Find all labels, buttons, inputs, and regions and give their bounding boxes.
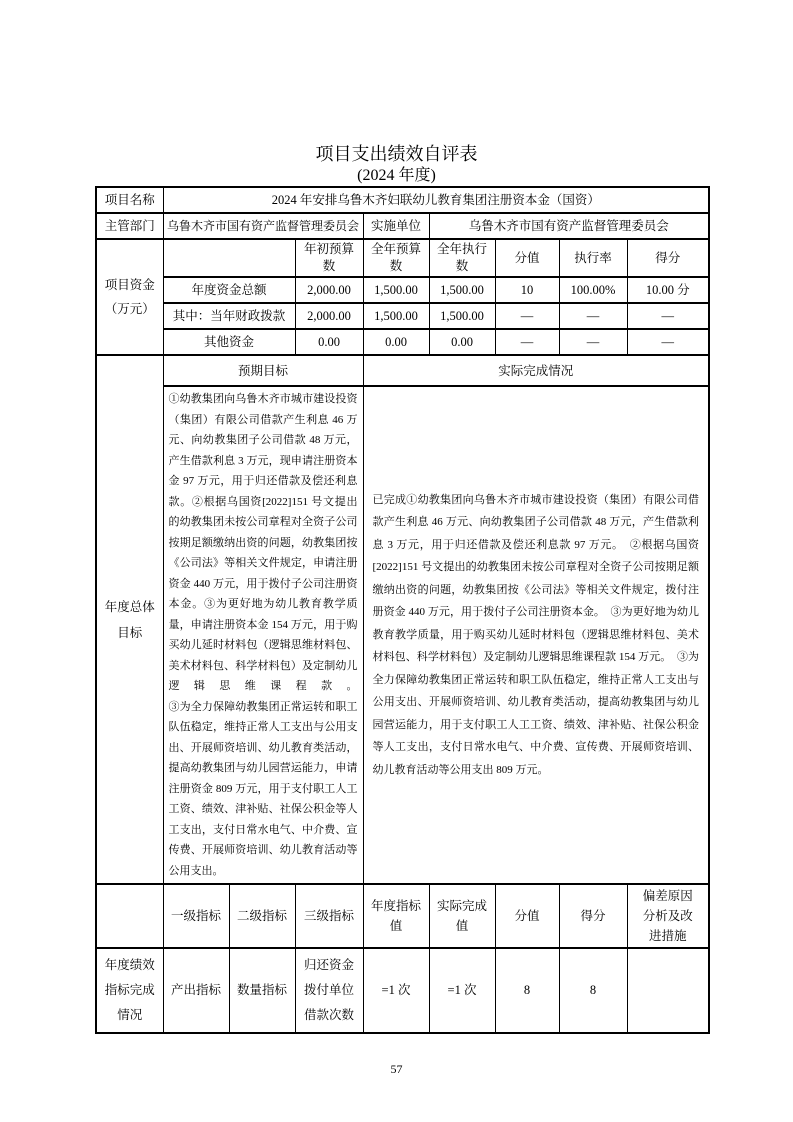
indicator-level3-value: 归还资金拨付单位借款次数 xyxy=(295,948,363,1033)
table-row xyxy=(96,239,709,277)
funds-row-label: 其他资金 xyxy=(163,329,295,355)
table-row xyxy=(96,355,709,386)
funds-header-score-total: 分值 xyxy=(495,239,559,277)
table-row xyxy=(96,187,709,213)
funds-cell: 1,500.00 xyxy=(429,277,495,303)
indicator-empty-cell xyxy=(96,884,163,948)
dept-label: 主管部门 xyxy=(96,213,163,239)
funds-cell: — xyxy=(559,329,627,355)
table-row xyxy=(96,303,709,329)
funds-header-annual-exec: 全年执行数 xyxy=(429,239,495,277)
impl-value: 乌鲁木齐市国有资产监督管理委员会 xyxy=(429,213,709,239)
indicator-header-score: 得分 xyxy=(559,884,627,948)
indicator-score-value: 8 xyxy=(559,948,627,1033)
indicator-annual-value: =1 次 xyxy=(363,948,429,1033)
table-row xyxy=(96,948,709,1033)
indicator-header-level1: 一级指标 xyxy=(163,884,229,948)
self-evaluation-table xyxy=(95,186,710,1034)
table-row xyxy=(96,329,709,355)
impl-label: 实施单位 xyxy=(363,213,429,239)
funds-cell: — xyxy=(627,303,709,329)
actual-completion-text xyxy=(363,386,709,884)
funds-empty-cell xyxy=(163,239,295,277)
indicator-header-level2: 二级指标 xyxy=(229,884,295,948)
funds-cell: 2,000.00 xyxy=(295,277,363,303)
indicator-header-score-total: 分值 xyxy=(495,884,559,948)
indicator-header-actual-value: 实际完成值 xyxy=(429,884,495,948)
indicator-header-annual-value: 年度指标值 xyxy=(363,884,429,948)
expected-goal-text xyxy=(163,386,363,884)
funds-row-label: 年度资金总额 xyxy=(163,277,295,303)
funds-header-score: 得分 xyxy=(627,239,709,277)
funds-cell: 10 xyxy=(495,277,559,303)
table-row xyxy=(96,884,709,948)
expected-goal-paragraph-2: ③为全力保障幼教集团正常运转和职工队伍稳定，维持正常人工支出与公用支出、开展师资培训、幼儿教育类活动，提高幼教集团与幼儿园营运能力，申请注册资金 809 万元，用于支付职工人工工资、绩效、津补贴、社保公积金等人工支出，支付日常水电气、中介费、宣传费、开展师资培训、幼儿教育活动等公用支出。 xyxy=(168,700,358,877)
table-row xyxy=(96,277,709,303)
funds-cell: 0.00 xyxy=(429,329,495,355)
indicator-actual-value: =1 次 xyxy=(429,948,495,1033)
indicator-level1-value: 产出指标 xyxy=(163,948,229,1033)
project-name-value: 2024 年安排乌鲁木齐妇联幼儿教育集团注册资本金（国资） xyxy=(163,187,709,213)
funds-header-annual-budget: 全年预算数 xyxy=(363,239,429,277)
project-name-label: 项目名称 xyxy=(96,187,163,213)
indicator-header-deviation: 偏差原因分析及改进措施 xyxy=(627,884,709,948)
funds-cell: — xyxy=(559,303,627,329)
indicator-level2-value: 数量指标 xyxy=(229,948,295,1033)
funds-cell: — xyxy=(495,329,559,355)
funds-cell: — xyxy=(627,329,709,355)
funds-cell: 100.00% xyxy=(559,277,627,303)
funds-cell: 1,500.00 xyxy=(363,277,429,303)
table-row xyxy=(96,213,709,239)
funds-cell: 10.00 分 xyxy=(627,277,709,303)
actual-completion-paragraph: 已完成①幼教集团向乌鲁木齐市城市建设投资（集团）有限公司借款产生利息 46 万元、向幼教集团子公司借款 48 万元，产生借款利息 3 万元，用于归还借款及偿还利息款 97 万元。 ②根据乌国资[2022]151 号文提出的幼教集团未按公司章程对全资子公司按期足额缴纳出资的问题，幼教集团按《公司法》等相关文件规定，拨付注册资金 440 万元，用于拨付子公司注册资本金。 ③为更好地为幼儿教育教学质量，用于购买幼儿延时材料包（逻辑思维材料包、美术材料包、科学材料包）及定制幼儿逻辑思维课程款 154 万元。 ③为全力保障幼教集团正常运转和职工队伍稳定，维持正常人工支出与公用支出、开展师资培训、幼儿教育类活动，提高幼教集团与幼儿园营运能力，用于支付职工人工工资、绩效、津补贴、社保公积金等人工支出，支付日常水电气、中介费、宣传费、开展师资培训、幼儿教育活动等公用支出 809 万元。 xyxy=(372,493,700,776)
funds-cell: 2,000.00 xyxy=(295,303,363,329)
actual-completion-header: 实际完成情况 xyxy=(363,355,709,386)
indicator-deviation-value xyxy=(627,948,709,1033)
funds-cell: 1,500.00 xyxy=(429,303,495,329)
annual-goal-section-label: 年度总体目标 xyxy=(96,355,163,884)
expected-goal-paragraph-1: ①幼教集团向乌鲁木齐市城市建设投资（集团）有限公司借款产生利息 46 万元、向幼教集团子公司借款 48 万元，产生借款利息 3 万元，现申请注册资本金 97 万元，用于归还借款及偿还利息款。②根据乌国资[2022]151 号文提出的幼教集团未按公司章程对全资子公司按期足额缴纳出资的问题，幼教集团按《公司法》等相关文件规定，申请注册资金 440 万元，用于拨付子公司注册资本金。③为更好地为幼儿教育教学质量，申请注册资本金 154 万元，用于购买幼儿延时材料包（逻辑思维材料包、美术材料包、科学材料包）及定制幼儿逻辑思维课程款。 xyxy=(168,393,358,692)
funds-section-label: 项目资金（万元） xyxy=(96,239,163,355)
funds-cell: 1,500.00 xyxy=(363,303,429,329)
indicator-score-total-value: 8 xyxy=(495,948,559,1033)
indicator-header-level3: 三级指标 xyxy=(295,884,363,948)
dept-value: 乌鲁木齐市国有资产监督管理委员会 xyxy=(163,213,363,239)
page-number: 57 xyxy=(390,1062,403,1076)
funds-cell: — xyxy=(495,303,559,329)
page-title: 项目支出绩效自评表 xyxy=(315,144,478,164)
funds-row-label: 其中：当年财政拨款 xyxy=(163,303,295,329)
funds-cell: 0.00 xyxy=(363,329,429,355)
funds-header-exec-rate: 执行率 xyxy=(559,239,627,277)
page-subtitle: (2024 年度) xyxy=(357,167,436,184)
indicator-section-label: 年度绩效指标完成情况 xyxy=(96,948,163,1033)
funds-cell: 0.00 xyxy=(295,329,363,355)
table-row xyxy=(96,386,709,884)
expected-goal-header: 预期目标 xyxy=(163,355,363,386)
funds-header-initial-budget: 年初预算数 xyxy=(295,239,363,277)
